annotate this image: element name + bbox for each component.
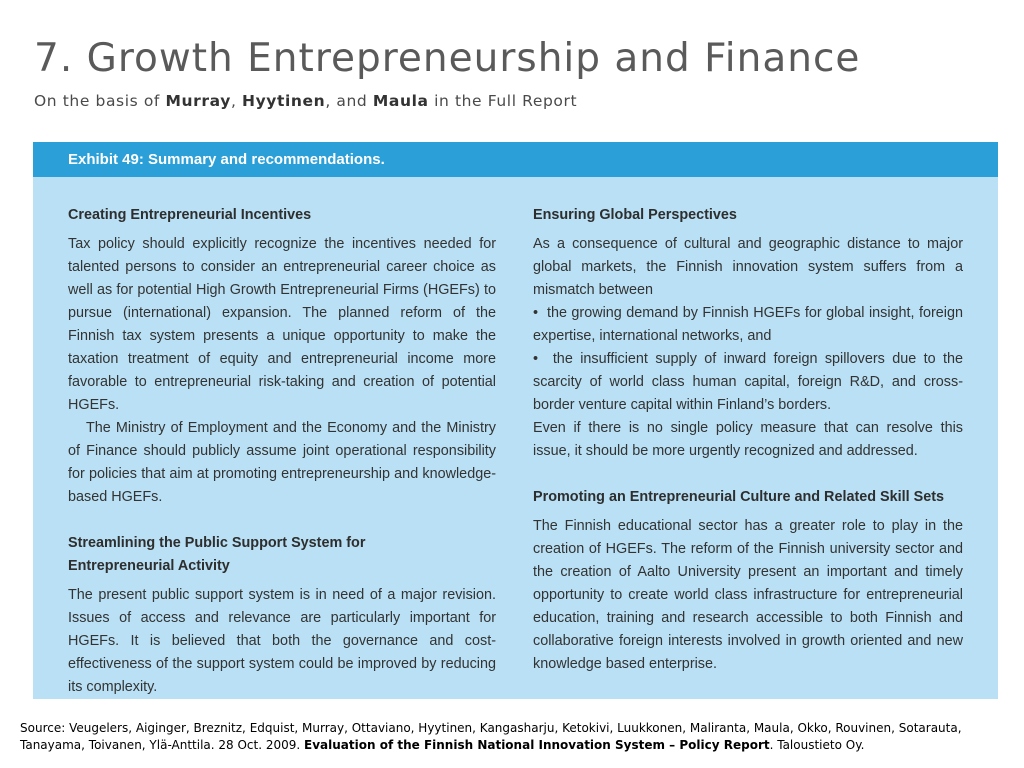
exhibit-panel <box>33 142 998 699</box>
paragraph-global-closing: Even if there is no single policy measure that can resolve this issue, it should be more urgently recognized and addressed. <box>533 420 963 459</box>
slide-subtitle <box>34 92 577 110</box>
section-title-support-line-2: Entrepreneurial Activity <box>68 558 230 574</box>
paragraph-support-system: The present public support system is in need of a major revision. Issues of access and relevance are particularly important for HGEFs. It is believed that both the governance and cost-effectiveness of the support system could be improved by reducing its complexity. <box>68 587 496 695</box>
section-title-support-line-1: Streamlining the Public Support System for <box>68 535 366 551</box>
subtitle-author-maula: Maula <box>372 92 429 110</box>
paragraph-ministry: The Ministry of Employment and the Economy and the Ministry of Finance should publicly assume joint operational responsibility for policies that aim at promoting entrepreneurship and knowledge-based HGEFs. <box>68 420 496 505</box>
source-report-title: Evaluation of the Finnish National Innovation System – Policy Report <box>304 738 770 752</box>
paragraph-global-intro: As a consequence of cultural and geographic distance to major global markets, the Finnish innovation system suffers from a mismatch between <box>533 236 963 298</box>
exhibit-header: Exhibit 49: Summary and recommendations. <box>33 142 998 177</box>
spacer <box>68 509 496 532</box>
subtitle-sep-2: , and <box>325 92 373 110</box>
subtitle-prefix: On the basis of <box>34 92 166 110</box>
source-citation <box>20 720 1010 754</box>
section-title-culture: Promoting an Entrepreneurial Culture and Related Skill Sets <box>533 489 945 505</box>
subtitle-author-hyytinen: Hyytinen <box>242 92 326 110</box>
left-column <box>68 204 496 699</box>
section-title-support-system <box>68 532 496 578</box>
subtitle-sep-1: , <box>230 92 243 110</box>
paragraph-tax-policy: Tax policy should explicitly recognize the incentives needed for talented persons to consider an entrepreneurial career choice as well as for potential High Growth Entrepreneurial Firms (HGEFs) to pursue (international) expansion. The planned reform of the Finnish tax system presents a unique opportunity to make the taxation treatment of equity and entrepreneurial income more favorable to entrepreneurial risk-taking and creation of potential HGEFs. <box>68 236 496 413</box>
section-title-global: Ensuring Global Perspectives <box>533 207 737 223</box>
spacer <box>533 463 963 486</box>
slide-title: 7. Growth Entrepreneurship and Finance <box>34 36 861 81</box>
subtitle-suffix: in the Full Report <box>428 92 578 110</box>
source-suffix: . Taloustieto Oy. <box>769 738 865 752</box>
right-column <box>533 204 963 676</box>
source-prefix: Source: Veugelers, Aiginger, Breznitz, Edquist, Murray, Ottaviano, Hyytinen, Kangasharju, Ketokivi, Luukkonen, Maliranta, Maula, Okko, Rouvinen, Sotarauta, Tanayama, Toivanen, Ylä-Anttila. 28 Oct. 2009. <box>20 721 962 752</box>
subtitle-author-murray: Murray <box>165 92 231 110</box>
bullet-growing-demand: • the growing demand by Finnish HGEFs for global insight, foreign expertise, international networks, and <box>533 302 963 348</box>
bullet-insufficient-supply: • the insufficient supply of inward foreign spillovers due to the scarcity of world class human capital, foreign R&D, and cross-border venture capital within Finland’s borders. <box>533 348 963 417</box>
section-title-incentives: Creating Entrepreneurial Incentives <box>68 207 312 223</box>
paragraph-education: The Finnish educational sector has a greater role to play in the creation of HGEFs. The reform of the Finnish university sector and the creation of Aalto University present an important and timely opportunity to create world class infrastructure for entrepreneurial education, training and research accessible to both Finnish and collaborative foreign interests involved in growth oriented and new knowledge based enterprise. <box>533 518 963 672</box>
